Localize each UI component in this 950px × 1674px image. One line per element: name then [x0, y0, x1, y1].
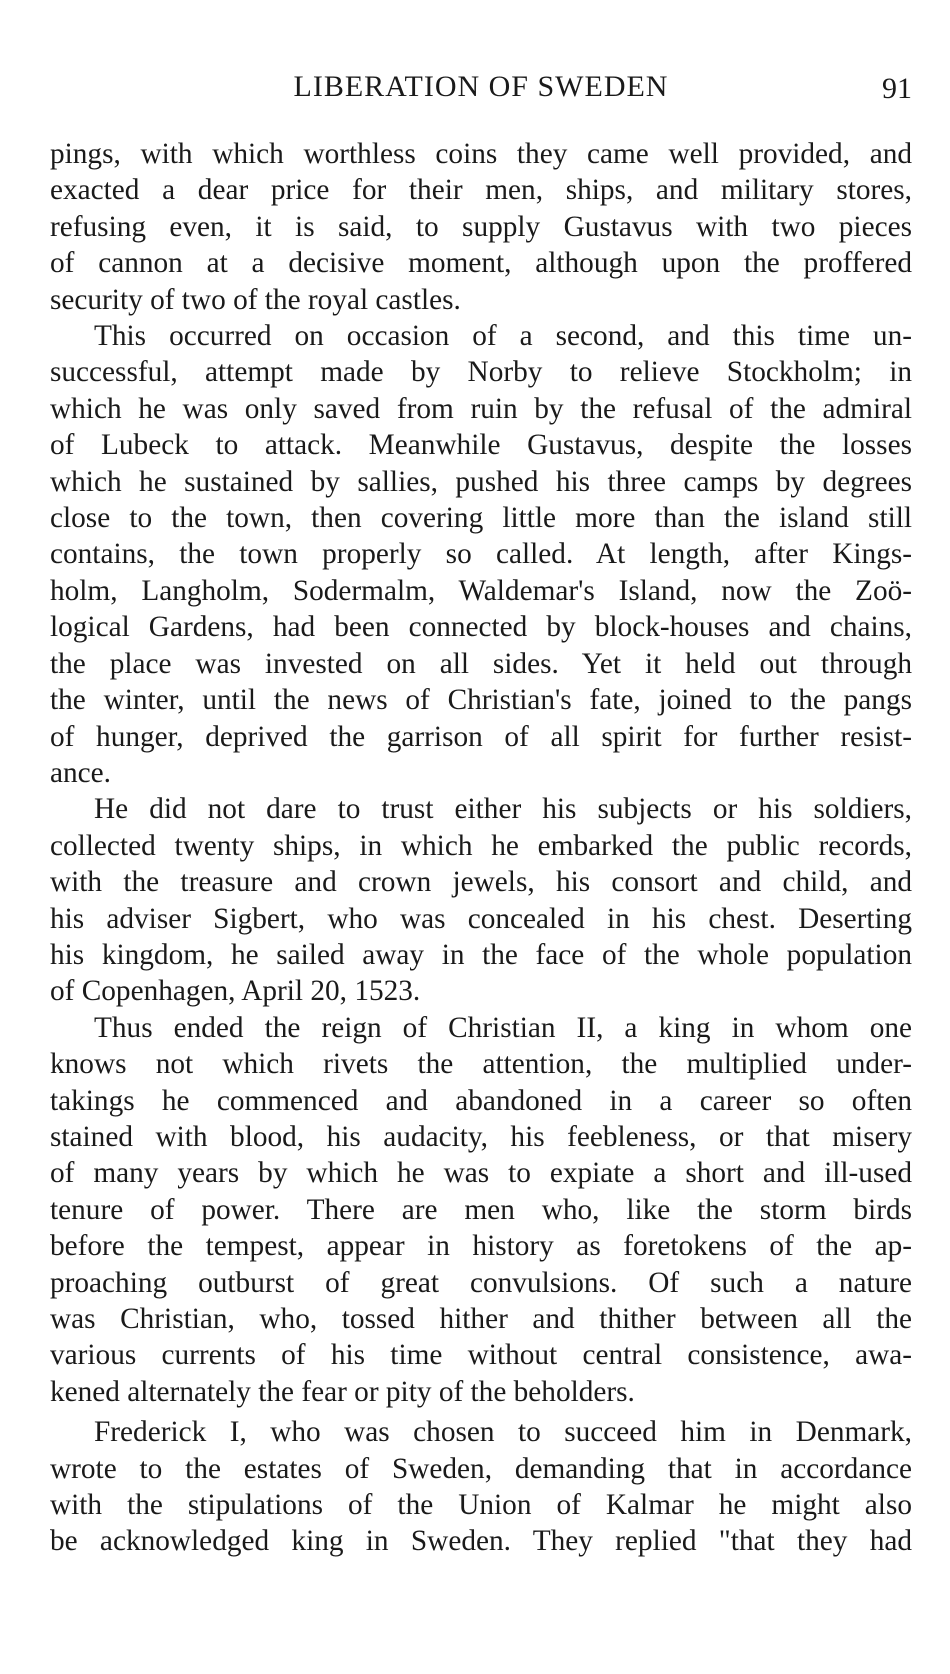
text-line: ance. — [50, 756, 111, 789]
text-line: He did not dare to trust either his subjects or his soldiers, — [94, 793, 912, 826]
text-line: his kingdom, he sailed away in the face of the whole population — [50, 938, 912, 971]
paragraph-1 — [50, 136, 912, 318]
text-line: successful, attempt made by Norby to relieve Stockholm; in — [50, 356, 912, 389]
text-line: collected twenty ships, in which he embarked the public records, — [50, 829, 912, 862]
text-line: of cannon at a decisive moment, although upon the proffered — [50, 247, 912, 280]
running-title: LIBERATION OF SWEDEN — [293, 70, 669, 103]
text-line: This occurred on occasion of a second, and this time un- — [94, 320, 912, 353]
text-line: wrote to the estates of Sweden, demanding that in accordance — [50, 1452, 912, 1485]
text-line: before the tempest, appear in history as foretokens of the ap- — [50, 1230, 912, 1263]
text-line: knows not which rivets the attention, the multiplied under- — [50, 1048, 912, 1081]
text-line: of hunger, deprived the garrison of all spirit for further resist- — [50, 720, 912, 753]
text-line: various currents of his time without central consistence, awa- — [50, 1339, 912, 1372]
text-line: kened alternately the fear or pity of the beholders. — [50, 1375, 635, 1408]
body-text — [50, 136, 912, 1560]
text-line: refusing even, it is said, to supply Gustavus with two pieces — [50, 210, 912, 243]
text-line: pings, with which worthless coins they came well provided, and — [50, 138, 912, 170]
page-number: 91 — [882, 72, 912, 105]
text-line: close to the town, then covering little more than the island still — [50, 502, 912, 535]
text-line: with the treasure and crown jewels, his consort and child, and — [50, 866, 912, 899]
text-line: proaching outburst of great convulsions. Of such a nature — [50, 1266, 912, 1299]
text-line: his adviser Sigbert, who was concealed in his chest. Deserting — [50, 902, 912, 935]
text-line: which he sustained by sallies, pushed his three camps by degrees — [50, 465, 912, 498]
text-line: holm, Langholm, Sodermalm, Waldemar's Island, now the Zoö- — [50, 574, 912, 607]
paragraph-3 — [50, 791, 912, 1009]
running-head — [50, 70, 912, 114]
text-line: tenure of power. There are men who, like the storm birds — [50, 1193, 912, 1226]
text-line: contains, the town properly so called. At length, after Kings- — [50, 538, 912, 571]
paragraph-5 — [50, 1414, 912, 1560]
text-line: stained with blood, his audacity, his feebleness, or that misery — [50, 1120, 912, 1153]
text-line: of many years by which he was to expiate a short and ill-used — [50, 1157, 912, 1190]
text-line: takings he commenced and abandoned in a career so often — [50, 1084, 912, 1117]
text-line: which he was only saved from ruin by the refusal of the admiral — [50, 392, 912, 425]
paragraph-2 — [50, 318, 912, 791]
text-line: of Lubeck to attack. Meanwhile Gustavus, despite the losses — [50, 429, 912, 462]
text-line: Frederick I, who was chosen to succeed him in Denmark, — [94, 1416, 912, 1449]
text-line: Thus ended the reign of Christian II, a king in whom one — [94, 1011, 912, 1044]
text-line: was Christian, who, tossed hither and thither between all the — [50, 1303, 912, 1335]
paragraph-4 — [50, 1010, 912, 1410]
text-line: security of two of the royal castles. — [50, 283, 461, 316]
text-line: logical Gardens, had been connected by block-houses and chains, — [50, 611, 912, 644]
text-line: with the stipulations of the Union of Kalmar he might also — [50, 1489, 912, 1522]
text-line: the place was invested on all sides. Yet it held out through — [50, 647, 912, 680]
text-line: the winter, until the news of Christian's fate, joined to the pangs — [50, 684, 912, 717]
text-line: be acknowledged king in Sweden. They replied "that they had — [50, 1525, 912, 1558]
text-line: exacted a dear price for their men, ships, and military stores, — [50, 174, 912, 207]
text-line: of Copenhagen, April 20, 1523. — [50, 975, 421, 1008]
